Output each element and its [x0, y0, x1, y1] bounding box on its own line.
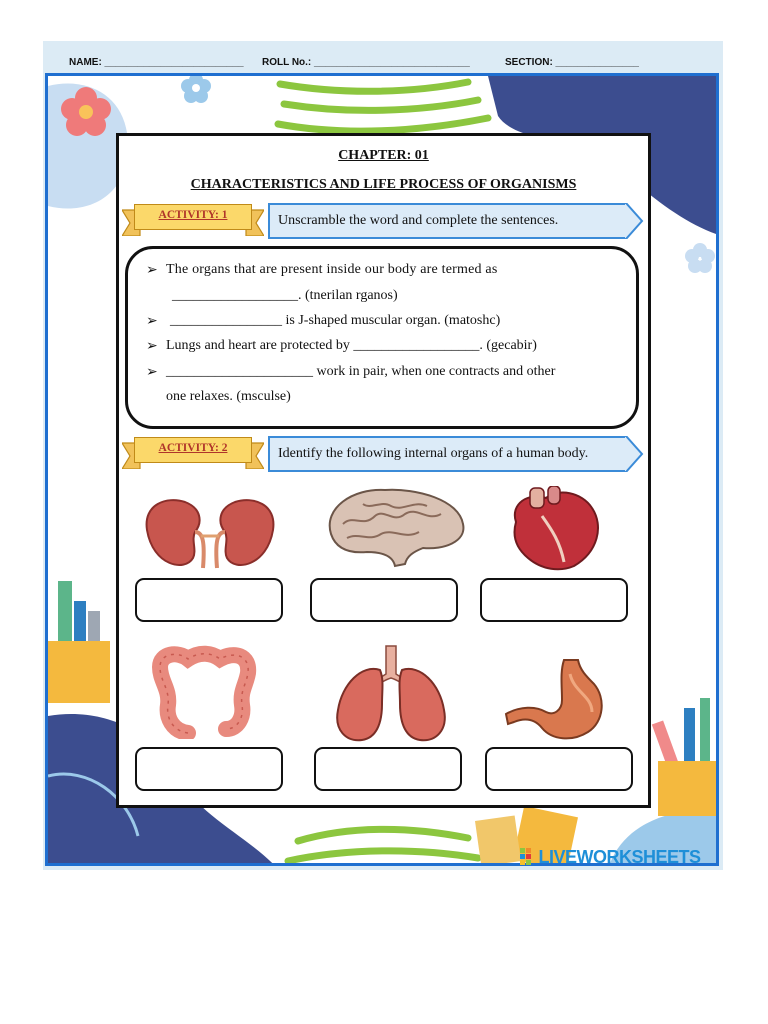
lungs-icon	[332, 644, 450, 744]
activity-1-ribbon	[122, 204, 264, 236]
answer-box-5[interactable]	[314, 747, 462, 791]
question-1-line-1: The organs that are present inside our body are termed as	[166, 262, 498, 277]
kidneys-icon	[137, 492, 283, 572]
section-field-label: SECTION: _______________	[505, 57, 639, 68]
bullet-arrow-icon: ➢	[146, 339, 158, 354]
bullet-arrow-icon: ➢	[146, 263, 158, 278]
question-4-line-2: one relaxes. (msculse)	[166, 389, 291, 404]
roll-number-field-label: ROLL No.: ____________________________	[262, 57, 470, 68]
answer-box-6[interactable]	[485, 747, 633, 791]
question-2: ________________ is J-shaped muscular organ. (matoshc)	[170, 313, 501, 328]
bullet-arrow-icon: ➢	[146, 365, 158, 380]
question-1-line-2: __________________. (tnerilan rganos)	[172, 288, 398, 303]
banner-arrow-icon	[624, 203, 644, 239]
activity-2-ribbon	[122, 437, 264, 469]
brain-icon	[323, 484, 467, 570]
large-intestine-icon	[148, 645, 260, 739]
stomach-icon	[500, 656, 612, 742]
answer-box-1[interactable]	[135, 578, 283, 622]
bullet-arrow-icon: ➢	[146, 314, 158, 329]
answer-box-2[interactable]	[310, 578, 458, 622]
answer-box-4[interactable]	[135, 747, 283, 791]
question-3: Lungs and heart are protected by __________________. (gecabir)	[166, 338, 537, 353]
worksheet-title: CHARACTERISTICS AND LIFE PROCESS OF ORGANISMS	[190, 177, 577, 192]
name-field-label: NAME: _________________________	[69, 57, 244, 68]
activity-2-label: ACTIVITY: 2	[158, 442, 228, 454]
activity-2-instruction: Identify the following internal organs of a human body.	[268, 436, 626, 472]
activity-1-label: ACTIVITY: 1	[158, 209, 228, 221]
answer-box-3[interactable]	[480, 578, 628, 622]
banner-arrow-icon	[624, 436, 644, 472]
activity-1-instruction: Unscramble the word and complete the sentences.	[268, 203, 626, 239]
heart-icon	[502, 486, 608, 572]
liveworksheets-logo[interactable]	[520, 847, 701, 868]
pencil-cup-icon	[48, 581, 110, 703]
student-info-header	[43, 41, 723, 73]
liveworksheets-logo-text: LIVEWORKSHEETS	[538, 847, 701, 867]
chapter-heading: CHAPTER: 01	[338, 148, 429, 163]
liveworksheets-logo-icon	[520, 848, 534, 866]
question-4-line-1: _____________________ work in pair, when one contracts and other	[166, 364, 556, 379]
